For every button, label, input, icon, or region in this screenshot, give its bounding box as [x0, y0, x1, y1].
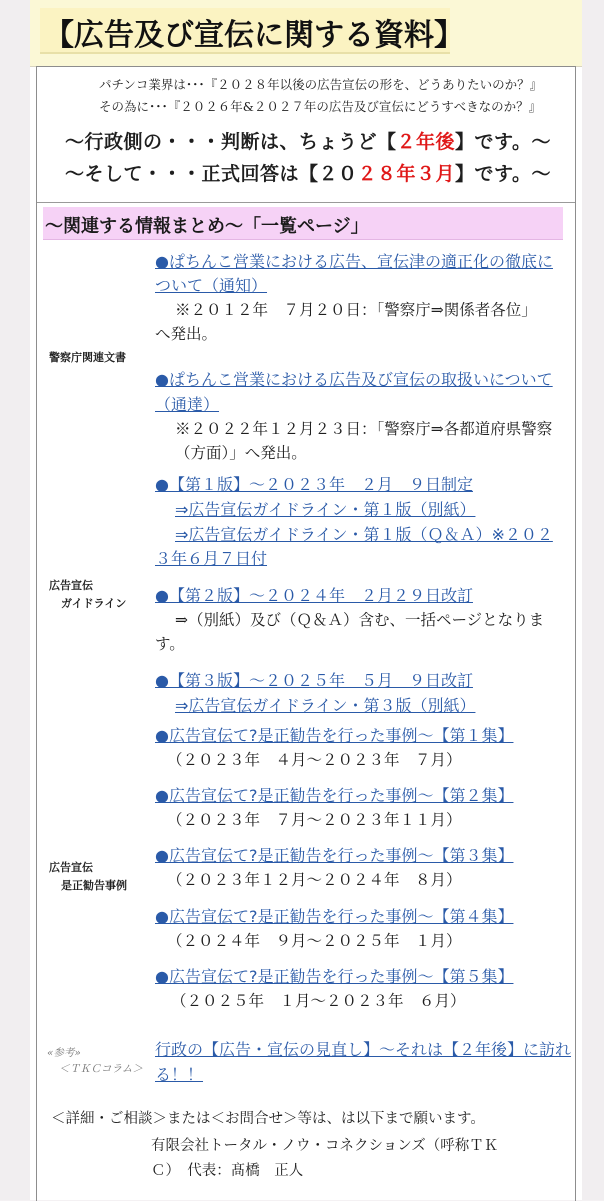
guideline-v1-link[interactable]: ●【第１版】〜２０２３年 ２月 ９日制定: [155, 475, 473, 494]
correction-case-4-link[interactable]: ●広告宣伝て?是正勧告を行った事例〜【第４集】: [155, 907, 514, 926]
guideline-v1-qa-link-line2[interactable]: ３年６月７日付: [155, 549, 268, 568]
correction-case-2-period: （２０２３年 ７月〜２０２３年１１月）: [167, 811, 462, 829]
correction-case-3-period: （２０２３年１２月〜２０２４年 ８月）: [167, 871, 462, 889]
contact-company-line1: 有限会社トータル・ノウ・コネクションズ（呼称ＴＫ: [151, 1138, 499, 1154]
statement-1: [65, 127, 551, 154]
guideline-v1-qa-link-line1[interactable]: ⇒広告宣伝ガイドライン・第１版（Ｑ＆Ａ）※２０２: [175, 525, 553, 544]
category-guideline-line1: 広告宣伝: [49, 579, 93, 592]
category-npa-docs: 警察庁関連文書: [49, 351, 126, 364]
npa-directive-link-line2[interactable]: （通達）: [155, 395, 220, 414]
correction-case-2-link[interactable]: ●広告宣伝て?是正勧告を行った事例〜【第２集】: [155, 786, 514, 805]
guideline-v2-link[interactable]: ●【第２版】〜２０２４年 ２月２９日改訂: [155, 586, 473, 605]
statement-1-after: 】です。〜: [455, 131, 552, 153]
category-guideline-line2: ガイドライン: [61, 597, 127, 610]
page-container: [30, 0, 582, 1200]
npa-notice-link-line2[interactable]: ついて（通知）: [155, 276, 268, 295]
intro-section: [37, 67, 575, 203]
category-reference-line2: ＜ＴＫＣコラム＞: [59, 1063, 143, 1075]
statement-2: [65, 159, 551, 186]
correction-case-5-period: （２０２５年 １月〜２０２３年 ６月）: [171, 992, 466, 1010]
category-correction-line2: 是正勧告事例: [61, 879, 127, 892]
correction-case-5-link[interactable]: ●広告宣伝て?是正勧告を行った事例〜【第５集】: [155, 967, 514, 986]
statement-2-highlight: ２８年３月: [357, 163, 456, 185]
statement-2-after: 】です。〜: [455, 163, 552, 185]
statement-1-highlight: ２年後: [396, 131, 456, 153]
section-header: [43, 207, 563, 240]
right-margin: [582, 0, 604, 1200]
correction-case-1-period: （２０２３年 ４月〜２０２３年 ７月）: [167, 751, 462, 769]
npa-notice-link-line1[interactable]: ●ぱちんこ営業における広告、宣伝津の適正化の徹底に: [155, 252, 553, 271]
guideline-v1-attachment-link[interactable]: ⇒広告宣伝ガイドライン・第１版（別紙）: [175, 500, 476, 519]
tkc-column-link-line2[interactable]: る！！: [155, 1065, 204, 1084]
guideline-v2-note-line1: ⇒（別紙）及び（Ｑ＆Ａ）含む、一括ページとなりま: [175, 611, 545, 629]
left-margin: [0, 0, 30, 1200]
guideline-v3-attachment-link[interactable]: ⇒広告宣伝ガイドライン・第３版（別紙）: [175, 696, 476, 715]
content-box: [36, 66, 576, 1201]
category-correction-line1: 広告宣伝: [49, 861, 93, 874]
correction-case-3-link[interactable]: ●広告宣伝て?是正勧告を行った事例〜【第３集】: [155, 846, 514, 865]
npa-directive-link-line1[interactable]: ●ぱちんこ営業における広告及び宣伝の取扱いについて: [155, 370, 553, 389]
npa-directive-note-line2: （方面）」へ発出。: [175, 444, 307, 462]
correction-case-4-period: （２０２４年 ９月〜２０２５年 １月）: [167, 932, 462, 950]
correction-case-1-link[interactable]: ●広告宣伝て?是正勧告を行った事例〜【第１集】: [155, 726, 514, 745]
contact-intro: ＜詳細・ご相談＞または＜お問合せ＞等は、は以下まで願います。: [51, 1111, 485, 1127]
tkc-column-link-line1[interactable]: 行政の【広告・宣伝の見直し】〜それは【２年後】に訪れ: [155, 1040, 572, 1059]
contact-company-line2: Ｃ） 代表：髙橋 正人: [151, 1163, 304, 1179]
npa-notice-note-line2: へ発出。: [155, 325, 218, 343]
section-header-text: 〜関連する情報まとめ〜「一覧ページ」: [45, 216, 369, 237]
guideline-v2-note-line2: す。: [155, 635, 185, 653]
category-reference-line1: «参考»: [47, 1047, 81, 1059]
statement-2-before: 〜そして・・・正式回答は【２０: [65, 163, 358, 185]
intro-line-2: その為に･･･『２０２６年&２０２７年の広告及び宣伝にどうすべきなのか？』: [99, 99, 542, 114]
title-bar: [30, 0, 582, 67]
intro-line-1: パチンコ業界は･･･『２０２８年以後の広告宣伝の形を、どうありたいのか？』: [99, 77, 543, 92]
guideline-v3-link[interactable]: ●【第３版】〜２０２５年 ５月 ９日改訂: [155, 671, 473, 690]
npa-notice-note-line1: ※２０１２年 ７月２０日：「警察庁⇒関係者各位」: [175, 301, 537, 319]
page-title: 【広告及び宣伝に関する資料】: [44, 18, 464, 53]
npa-directive-note-line1: ※２０２２年１２月２３日：「警察庁⇒各都道府県警察: [175, 420, 553, 438]
statement-1-before: 〜行政側の・・・判断は、ちょうど【: [65, 131, 397, 153]
